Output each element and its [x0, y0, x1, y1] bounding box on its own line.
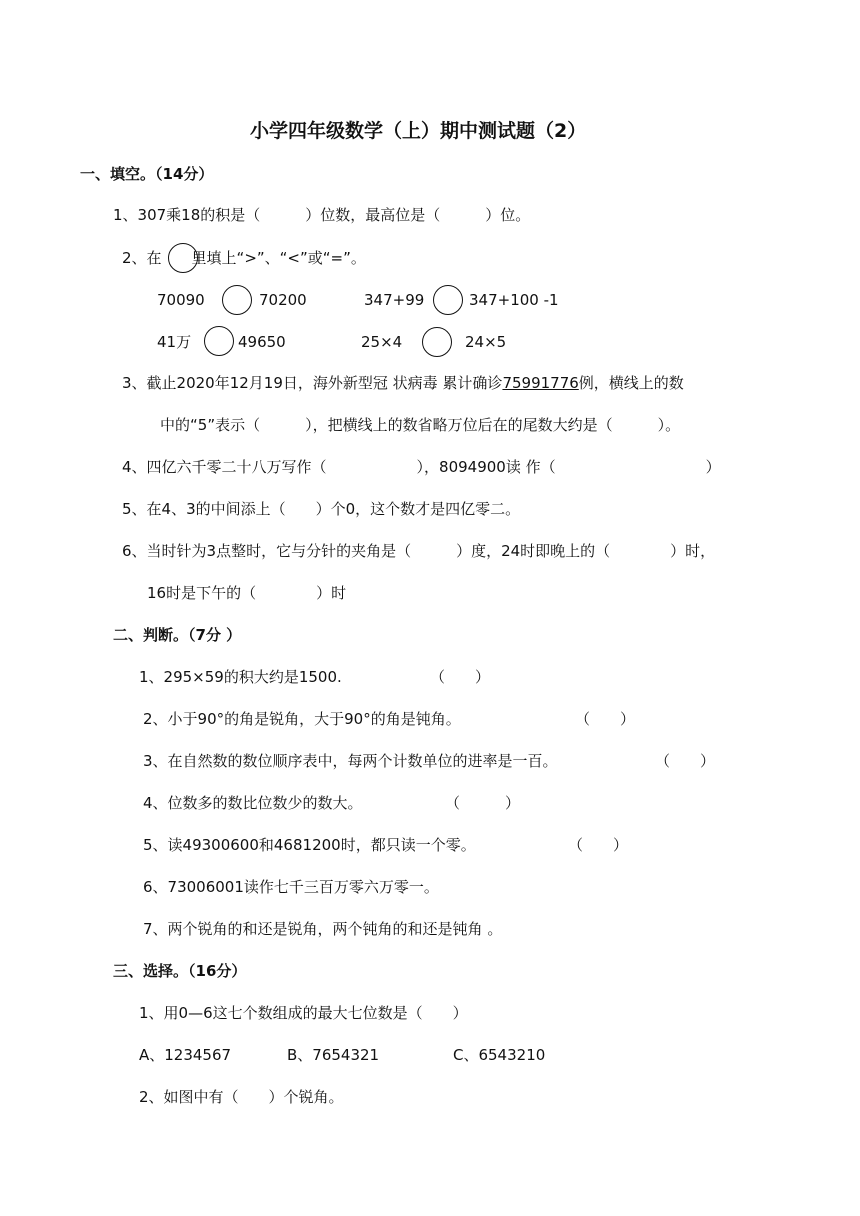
- compare-circle-icon[interactable]: [422, 327, 452, 357]
- fill-q1: 1、307乘18的积是（ ）位数，最高位是（ ）位。: [113, 206, 531, 224]
- page-title: 小学四年级数学（上）期中测试题（2）: [250, 120, 587, 142]
- compare-circle-icon: [168, 243, 198, 273]
- compare-value: 347+99: [364, 291, 425, 309]
- fill-q3-number: 75991776: [502, 374, 579, 392]
- fill-q6-line1: 6、当时针为3点整时，它与分针的夹角是（ ）度，24时即晚上的（ ）时，: [122, 542, 716, 560]
- judge-item: 3、在自然数的数位顺序表中，每两个计数单位的进率是一百。: [143, 752, 558, 770]
- compare-circle-icon[interactable]: [433, 285, 463, 315]
- judge-paren[interactable]: （ ）: [568, 836, 629, 854]
- judge-item: 7、两个锐角的和还是锐角，两个钝角的和还是钝角 。: [143, 920, 503, 938]
- judge-item: 4、位数多的数比位数少的数大。: [143, 794, 363, 812]
- section1-heading: 一、填空。（14分）: [80, 165, 214, 183]
- judge-item: 5、读49300600和4681200时，都只读一个零。: [143, 836, 476, 854]
- compare-value: 70090: [157, 291, 205, 309]
- judge-paren[interactable]: （ ）: [445, 794, 521, 812]
- choice-q1: 1、用0—6这七个数组成的最大七位数是（ ）: [139, 1004, 468, 1022]
- choice-option-b[interactable]: B、7654321: [287, 1046, 380, 1064]
- fill-q6-line2: 16时是下午的（ ）时: [147, 584, 347, 602]
- compare-circle-icon[interactable]: [222, 285, 252, 315]
- section2-heading: 二、判断。（7分 ）: [113, 626, 242, 644]
- compare-circle-icon[interactable]: [204, 326, 234, 356]
- choice-option-c[interactable]: C、6543210: [453, 1046, 546, 1064]
- judge-paren[interactable]: （ ）: [430, 668, 491, 686]
- compare-value: 24×5: [465, 333, 507, 351]
- compare-value: 25×4: [361, 333, 403, 351]
- section3-heading: 三、选择。（16分）: [113, 962, 247, 980]
- fill-q3-line1: [122, 373, 684, 393]
- compare-value: 347+100 -1: [469, 291, 559, 309]
- judge-paren[interactable]: （ ）: [655, 752, 716, 770]
- compare-value: 49650: [238, 333, 286, 351]
- fill-q3-text: 3、截止2020年12月19日，海外新型冠 状病毒 累计确诊: [122, 374, 503, 392]
- fill-q3-line2: 中的“5”表示（ ），把横线上的数省略万位后在的尾数大约是（ ）。: [160, 416, 681, 434]
- choice-option-a[interactable]: A、1234567: [139, 1046, 232, 1064]
- fill-q4: 4、四亿六千零二十八万写作（ ），8094900读 作（ ）: [122, 458, 721, 476]
- fill-q5: 5、在4、3的中间添上（ ）个0，这个数才是四亿零二。: [122, 500, 521, 518]
- compare-value: 70200: [259, 291, 307, 309]
- judge-item: 6、73006001读作七千三百万零六万零一。: [143, 878, 439, 896]
- judge-paren[interactable]: （ ）: [575, 710, 636, 728]
- fill-q3-text: 例，横线上的数: [578, 374, 684, 392]
- fill-q2: 2、在 里填上“>”、“<”或“=”。: [122, 249, 366, 267]
- choice-q2: 2、如图中有（ ）个锐角。: [139, 1088, 344, 1106]
- judge-item: 1、295×59的积大约是1500.: [139, 668, 342, 686]
- judge-item: 2、小于90°的角是锐角，大于90°的角是钝角。: [143, 710, 461, 728]
- compare-value: 41万: [157, 333, 192, 351]
